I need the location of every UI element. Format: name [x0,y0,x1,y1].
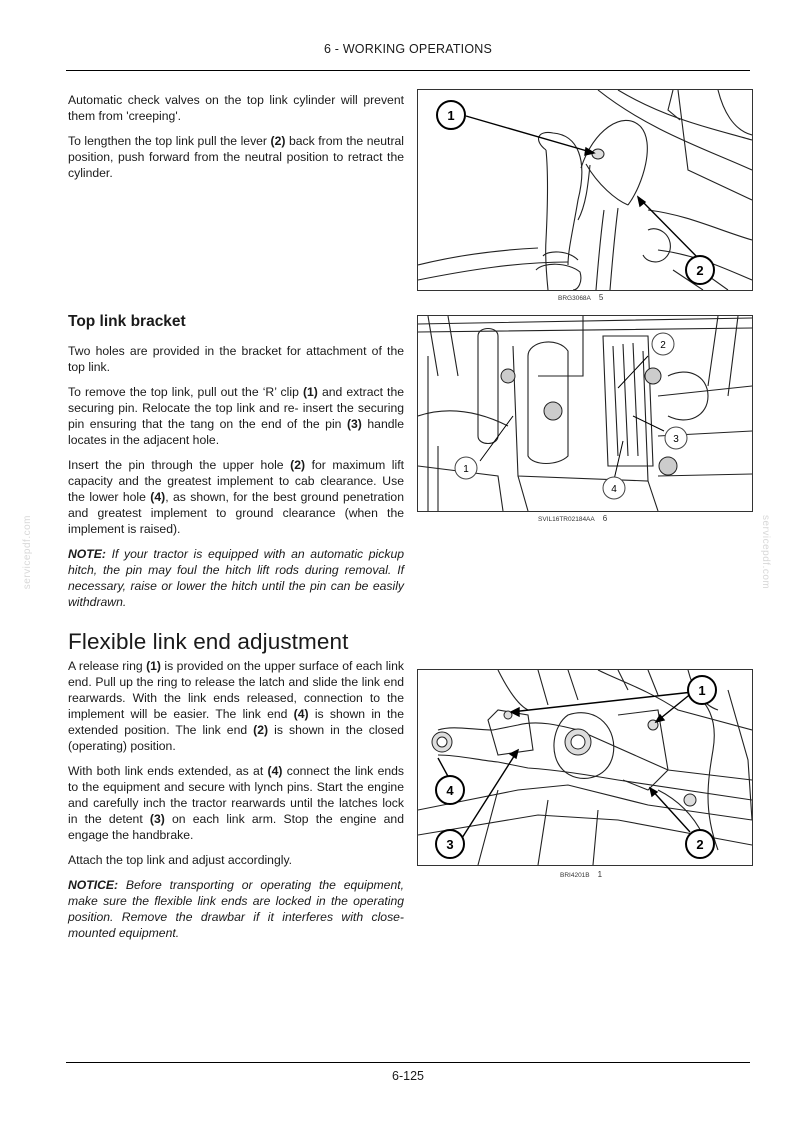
paragraph-release-ring: A release ring (1) is provided on the upper surface of each link end. Pull up the ring to release the latch and slide the link end rearwards. With the link ends released, connection to the implement will be easier. The link end (4) is shown in the extended position. The link end (2) is shown in the closed (operating) position. [68,659,404,753]
figure1-callout-2: 2 [696,837,704,852]
figure6-callout-3: 3 [673,434,679,445]
figure6-caption: SVIL16TR02184AA 6 [538,514,608,523]
note-pickup-hitch: NOTE: If your tractor is equipped with an automatic pickup hitch, the pin may foul the hitch lift rods during removal. If necessary, raise or lower the hitch until the pin can be easily withdrawn. [68,547,404,609]
notice-transport: NOTICE: Before transporting or operating the equipment, make sure the flexible link ends are locked in the operating position. Remove the drawbar if it interferes with close-mounted equipment. [68,878,404,940]
figure1-caption: BRI4201B 1 [560,870,603,879]
heading-flexible-link-end: Flexible link end adjustment [68,629,349,654]
figure5-callout-2: 2 [696,263,704,278]
figure6-callout-1: 1 [463,464,469,475]
lever-illustration [418,90,752,290]
running-header: 6 - WORKING OPERATIONS [323,42,493,56]
bracket-illustration [418,316,752,511]
section-flexible-link [68,629,405,950]
figure6-callout-4: 4 [611,484,617,495]
link-end-illustration [418,670,752,865]
paragraph-both-extended: With both link ends extended, as at (4) connect the link ends to the equipment and secure with lynch pins. Start the engine and carefully inch the tractor rearwards until the latches lock in the detent (3) on each link arm. Stop the engine and engage the handbrake. [68,764,405,842]
section-top-link-bracket [68,314,404,619]
figure-top-link-lever [417,89,753,291]
paragraph-insert-pin: Insert the pin through the upper hole (2) for maximum lift capacity and the greatest implement to cab clearance. Use the lower hole (4), as shown, for the best ground penetration and greatest implement to ground clearance (when the implement is raised). [68,458,404,536]
section-top-link-lever [68,92,404,190]
paragraph-remove-top-link: To remove the top link, pull out the ‘R’ clip (1) and extract the securing pin. Relocate the top link and re- insert the securing pin ensuring that the tang on the end of the pin (3) handle locates in the adjacent hole. [68,385,404,447]
footer-rule [66,1062,750,1063]
figure1-callout-4: 4 [446,783,454,798]
paragraph-attach-top-link: Attach the top link and adjust accordingly. [68,853,293,867]
figure-top-link-bracket [417,315,753,512]
figure5-callout-1: 1 [447,108,455,123]
figure5-caption: BRG3068A 5 [558,293,604,302]
paragraph-lengthen: To lengthen the top link pull the lever (2) back from the neutral position, push forward from the neutral position to retract the cylinder. [68,134,404,180]
paragraph-check-valves: Automatic check valves on the top link cylinder will prevent them from 'creeping'. [68,93,404,123]
figure1-callout-3: 3 [446,837,454,852]
page-number: 6-125 [392,1069,424,1083]
watermark-left: servicepdf.com [22,515,33,590]
header-rule [66,70,750,71]
figure-flexible-link-end [417,669,753,866]
watermark-right: servicepdf.com [760,515,771,590]
heading-top-link-bracket: Top link bracket [68,313,186,330]
figure6-callout-2: 2 [660,340,666,351]
paragraph-two-holes: Two holes are provided in the bracket for attachment of the top link. [68,344,404,374]
figure1-callout-1: 1 [698,683,706,698]
